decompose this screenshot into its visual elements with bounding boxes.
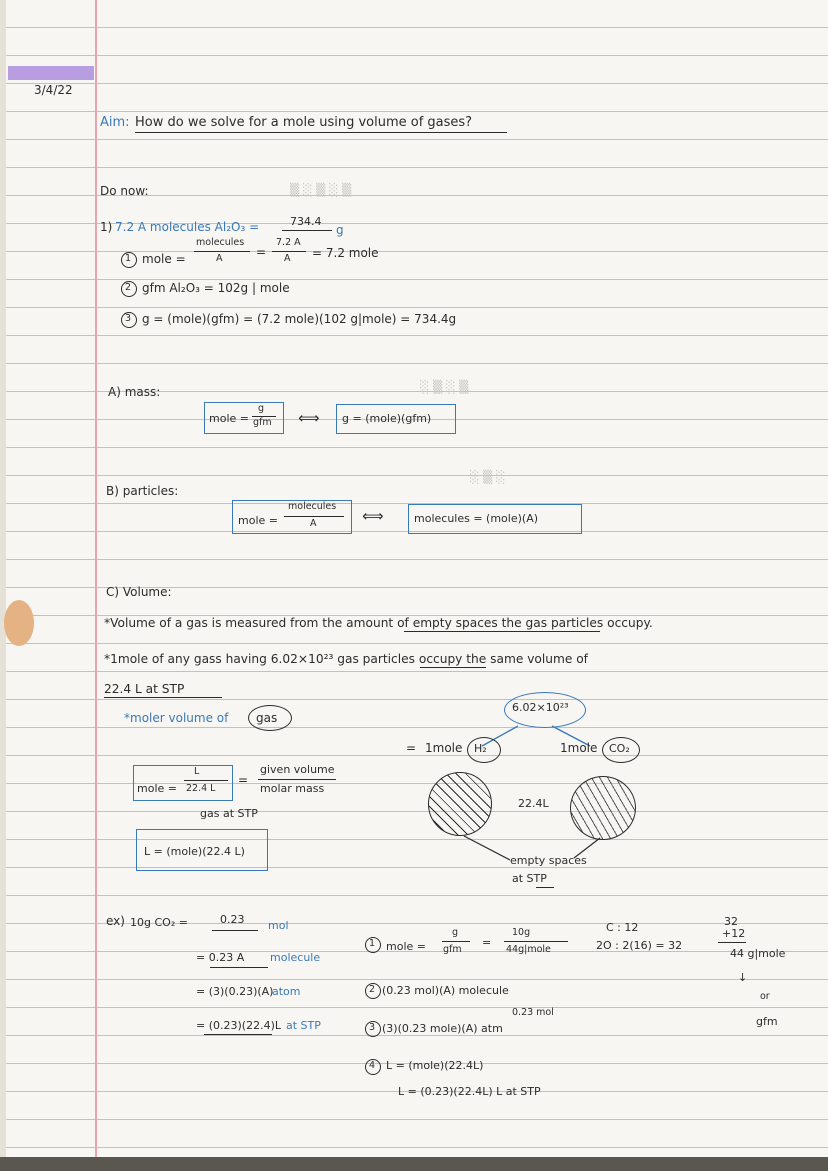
at-stp-label: at STP: [512, 872, 547, 885]
example-mol-unit: mol: [268, 919, 289, 932]
gfm-sum-add: +12: [722, 927, 746, 940]
volume-bullet-1: *Volume of a gas is measured from the amount of empty spaces the gas particles occupy.: [104, 616, 653, 630]
bleed-through-text: ░ ▒ ░: [470, 470, 506, 484]
equals-sign: =: [238, 773, 249, 787]
gfm-sum-result: 44 g|mole: [730, 947, 786, 960]
co2-formula: CO₂: [609, 742, 630, 755]
example-atom-calc: = (3)(0.23)(A): [196, 985, 274, 998]
problem-given: 7.2 A molecules Al₂O₃ =: [115, 220, 260, 234]
example-liters-unit: at STP: [286, 1019, 321, 1032]
empty-spaces-arrows: [450, 830, 620, 874]
liters-formula: L = (mole)(22.4 L): [144, 845, 245, 858]
example-step2-note: 0.23 mol: [512, 1007, 554, 1018]
molar-volume-mole-lhs: mole =: [137, 782, 177, 795]
gfm-sum-top: 32: [724, 915, 738, 928]
mass-mole-lhs: mole =: [209, 412, 249, 425]
answer-line: [204, 1034, 272, 1035]
margin-line: [95, 0, 97, 1171]
problem-number: 1): [100, 220, 113, 234]
stp-underline: [104, 697, 222, 698]
fraction-denominator: gfm: [253, 417, 272, 428]
example-liters-formula: L = (mole)(22.4L): [386, 1059, 484, 1072]
example-atom-unit: atom: [272, 985, 301, 998]
step-number: 3: [369, 1022, 376, 1033]
example-molecule-unit: molecule: [270, 951, 321, 964]
down-arrow-icon: ↓: [738, 971, 748, 984]
mass-heading: A) mass:: [108, 385, 161, 399]
problem-answer-unit: g: [336, 223, 344, 237]
date: 3/4/22: [34, 83, 73, 97]
fraction-bar: [272, 251, 306, 252]
fraction-bar: [504, 941, 568, 942]
mole2-label: 1mole: [560, 741, 598, 755]
bleed-through-text: ░ ▒ ░ ▒: [420, 380, 469, 394]
double-arrow-icon: ⟺: [298, 409, 320, 427]
fraction-bar: [194, 251, 250, 252]
h2-formula: H₂: [474, 742, 487, 755]
sum-line: [718, 942, 746, 943]
fraction-denominator: 44g|mole: [506, 944, 551, 955]
volume-heading: C) Volume:: [106, 585, 172, 599]
answer-line: [210, 967, 268, 968]
aim-label: Aim:: [100, 115, 130, 130]
fraction-numerator: L: [194, 766, 200, 777]
fraction-denominator: gfm: [443, 944, 462, 955]
problem-answer-number: 734.4: [290, 215, 322, 228]
gas-particles-underline: [420, 667, 486, 668]
step-number: 2: [125, 282, 132, 293]
fraction-denominator: A: [216, 253, 223, 264]
fraction-numerator: 7.2 A: [276, 237, 301, 248]
fraction-bar: [258, 779, 336, 780]
problem-answer-line: [282, 230, 332, 231]
fraction-numerator: molecules: [288, 501, 337, 512]
molar-volume-value: 22.4L: [518, 797, 549, 810]
example-label: ex): [106, 914, 125, 928]
empty-spaces-underline: [404, 631, 600, 632]
diagram-equals: =: [406, 741, 417, 755]
double-arrow-icon: ⟺: [362, 507, 384, 525]
fraction-bar: [284, 516, 344, 517]
aim-question: How do we solve for a mole using volume of gases?: [135, 115, 473, 130]
date-highlight: [8, 66, 94, 80]
equals-sign: =: [256, 245, 267, 259]
gas-at-stp-label: gas at STP: [200, 807, 258, 820]
fraction-denominator: 22.4 L: [186, 783, 216, 794]
fraction-denominator: A: [310, 518, 317, 529]
stp-underline: [536, 887, 554, 888]
example-liters-calc: = (0.23)(22.4)L: [196, 1019, 281, 1032]
h2-gas-particles-circle: [428, 772, 492, 836]
volume-bullet-2: *1mole of any gass having 6.02×10²³ gas particles occupy the same volume of: [104, 652, 588, 666]
fraction-bar: [184, 780, 228, 781]
particles-heading: B) particles:: [106, 484, 179, 498]
example-atom-step: (3)(0.23 mole)(A) atm: [382, 1022, 503, 1035]
fraction-numerator: molecules: [196, 237, 245, 248]
particles-mole-lhs: mole =: [238, 514, 278, 527]
example-molecule-value: = 0.23 A: [196, 951, 245, 964]
example-mole-lhs: mole =: [386, 940, 426, 953]
step-number: 2: [369, 984, 376, 995]
example-liters-result: L = (0.23)(22.4L) L at STP: [398, 1085, 541, 1098]
step-number: 1: [369, 938, 376, 949]
mole-lhs: mole =: [142, 252, 186, 266]
page-bottom-edge: [0, 1157, 828, 1171]
given-volume-label: given volume: [260, 763, 335, 776]
do-now-heading: Do now:: [100, 184, 149, 198]
fraction-numerator: g: [258, 403, 265, 414]
step-number: 1: [125, 253, 132, 264]
example-mol-value: 0.23: [220, 913, 245, 926]
bleed-through-text: ▒ ░ ▒ ░ ▒: [290, 183, 352, 197]
gfm-label: gfm: [756, 1015, 778, 1028]
molar-mass-label: molar mass: [260, 782, 325, 795]
fraction-numerator: g: [452, 927, 459, 938]
step-number: 4: [369, 1060, 376, 1071]
mole1-label: 1mole: [425, 741, 463, 755]
volume-bullet-2-continued: 22.4 L at STP: [104, 682, 185, 696]
grams-calculation: g = (mole)(gfm) = (7.2 mole)(102 g|mole) = 734.4g: [142, 312, 457, 326]
avogadro-number: 6.02×10²³: [512, 701, 569, 714]
binder-hole: [4, 600, 34, 646]
step1-result: = 7.2 mole: [312, 246, 379, 260]
equals-sign: =: [482, 936, 492, 949]
gfm-or: or: [760, 991, 770, 1002]
aim-underline: [135, 132, 507, 133]
fraction-bar: [442, 941, 470, 942]
answer-line: [212, 930, 258, 931]
empty-spaces-label: empty spaces: [510, 854, 587, 867]
gas-circled-text: gas: [256, 711, 278, 725]
fraction-denominator: A: [284, 253, 291, 264]
step-number: 3: [125, 313, 132, 324]
carbon-mass: C : 12: [606, 921, 639, 934]
oxygen-mass: 2O : 2(16) = 32: [596, 939, 683, 952]
molar-volume-label: *moler volume of: [124, 711, 229, 725]
particles-inverse-formula: molecules = (mole)(A): [414, 512, 539, 525]
page-left-edge: [0, 0, 6, 1171]
mass-inverse-formula: g = (mole)(gfm): [342, 412, 432, 425]
example-molecule-step: (0.23 mol)(A) molecule: [382, 984, 509, 997]
gfm-line: gfm Al₂O₃ = 102g | mole: [142, 281, 290, 295]
example-given: 10g CO₂ =: [130, 916, 188, 929]
fraction-numerator: 10g: [512, 927, 531, 938]
